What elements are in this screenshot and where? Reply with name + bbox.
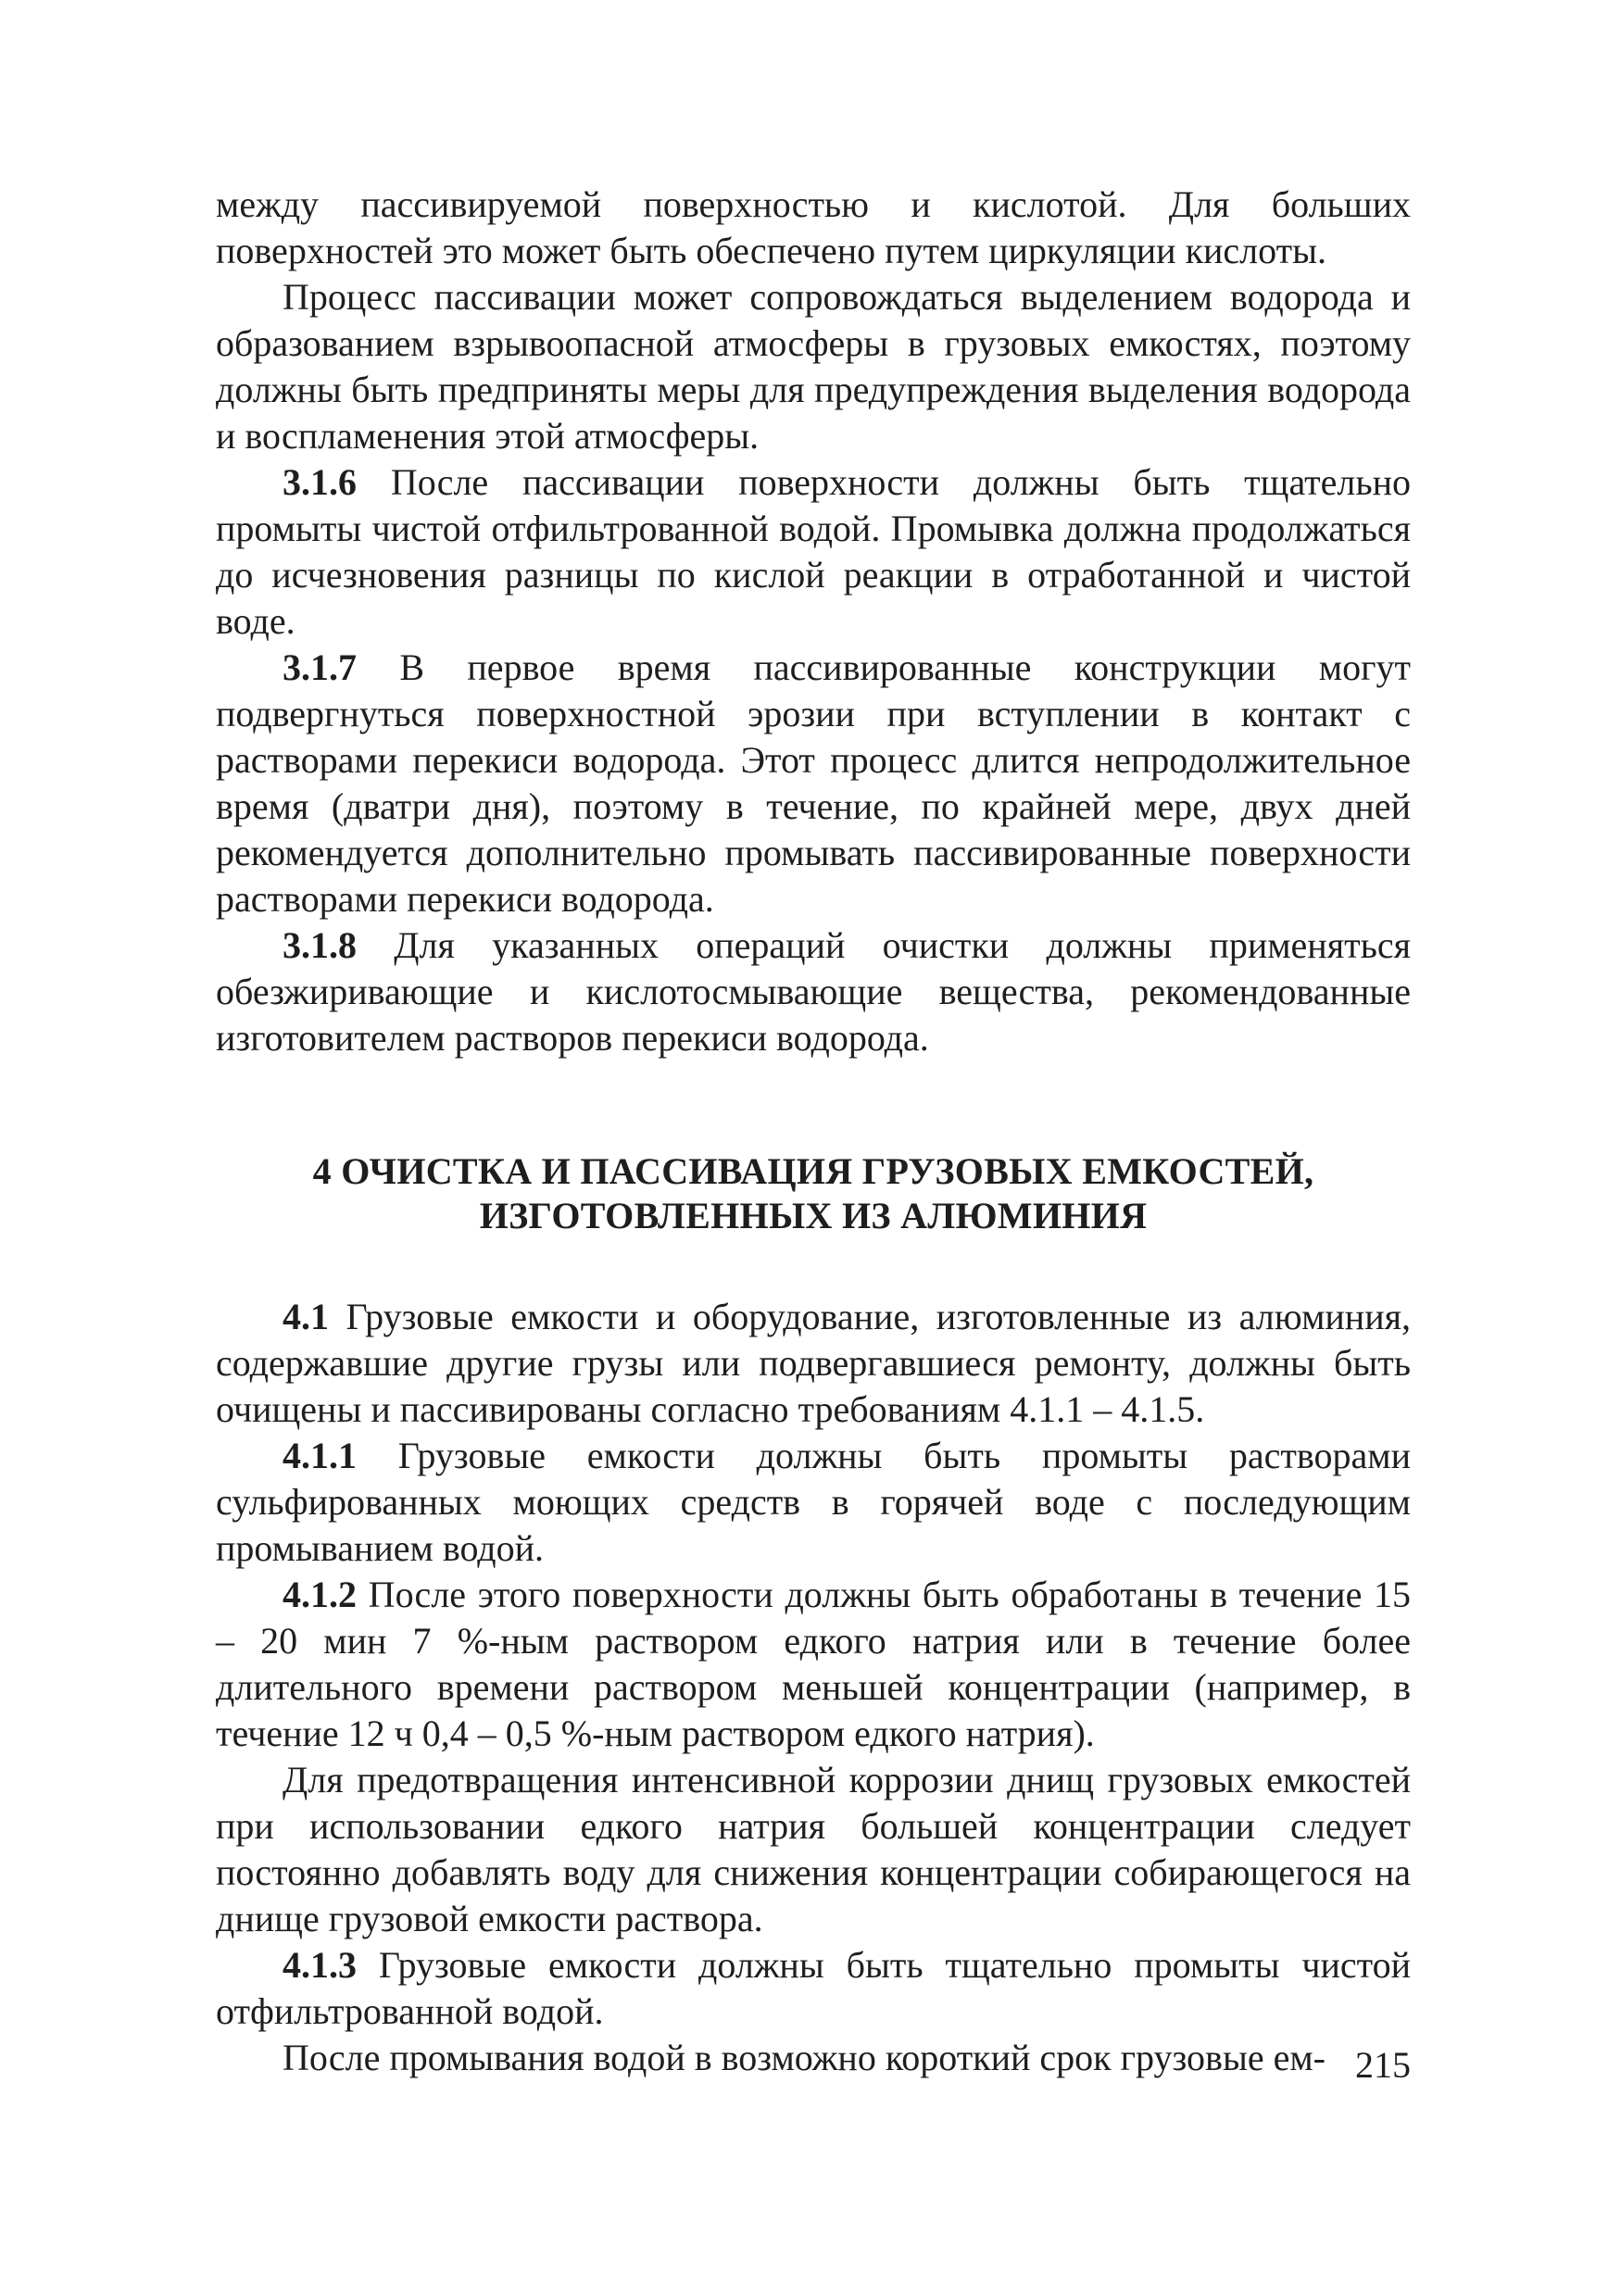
paragraph-text: Процесс пассивации может сопровождаться выделением водорода и образованием взрывоопасной атмосферы в грузовых емкостях, поэтому должны быть предприняты меры для предупреждения выделения водорода и воспламенения этой атмосферы. <box>216 276 1411 457</box>
paragraph-passivation-hydrogen <box>216 274 1411 459</box>
paragraph-number: 4.1 <box>283 1296 329 1337</box>
paragraph-corrosion-prevention <box>216 1757 1411 1942</box>
paragraph-number: 4.1.2 <box>283 1574 357 1615</box>
paragraph-3-1-8 <box>216 922 1411 1061</box>
section-heading-line-1: 4 ОЧИСТКА И ПАССИВАЦИЯ ГРУЗОВЫХ ЕМКОСТЕЙ, <box>312 1150 1314 1192</box>
paragraph-4-1-1 <box>216 1433 1411 1572</box>
section-heading <box>216 1149 1411 1238</box>
paragraph-continuation <box>216 182 1411 274</box>
paragraph-number: 3.1.6 <box>283 461 357 503</box>
section-heading-line-2: ИЗГОТОВЛЕННЫХ ИЗ АЛЮМИНИЯ <box>479 1195 1148 1236</box>
paragraph-number: 4.1.3 <box>283 1944 357 1986</box>
paragraph-4-1 <box>216 1294 1411 1433</box>
paragraph-text: После промывания водой в возможно короткий срок грузовые ем- <box>283 2037 1326 2078</box>
paragraph-text: Грузовые емкости должны быть тщательно промыты чистой отфильтрованной водой. <box>216 1944 1411 2032</box>
paragraph-text: После пассивации поверхности должны быть тщательно промыты чистой отфильтрованной водой. Промывка должна продолжаться до исчезновения разницы по кислой реакции в отработанной и чистой воде. <box>216 461 1411 642</box>
paragraph-3-1-6 <box>216 459 1411 645</box>
paragraph-text: Для предотвращения интенсивной коррозии днищ грузовых емкостей при использовании едкого натрия большей концентрации следует постоянно добавлять воду для снижения концентрации собирающегося на днище грузовой емкости раствора. <box>216 1759 1411 1939</box>
paragraph-number: 4.1.1 <box>283 1435 357 1476</box>
paragraph-text: Грузовые емкости должны быть промыты растворами сульфированных моющих средств в горячей воде с последующим промыванием водой. <box>216 1435 1411 1569</box>
paragraph-number: 3.1.7 <box>283 646 357 688</box>
page-number: 215 <box>1355 2044 1411 2086</box>
text-column <box>216 182 1411 2081</box>
paragraph-text: между пассивируемой поверхностью и кислотой. Для больших поверхностей это может быть обеспечено путем циркуляции кислоты. <box>216 183 1411 271</box>
paragraph-4-1-2 <box>216 1572 1411 1757</box>
paragraph-text: Для указанных операций очистки должны применяться обезжиривающие и кислотосмывающие вещества, рекомендованные изготовителем растворов перекиси водорода. <box>216 924 1411 1059</box>
paragraph-4-1-3 <box>216 1942 1411 2035</box>
paragraph-after-rinsing <box>216 2035 1411 2081</box>
paragraph-text: В первое время пассивированные конструкции могут подвергнуться поверхностной эрозии при вступлении в контакт с растворами перекиси водорода. Этот процесс длится непродолжительное время (дватри дня), поэтому в течение, по крайней мере, двух дней рекомендуется дополнительно промывать пассивированные поверхности растворами перекиси водорода. <box>216 646 1411 920</box>
paragraph-3-1-7 <box>216 645 1411 922</box>
paragraph-number: 3.1.8 <box>283 924 357 966</box>
paragraph-text: Грузовые емкости и оборудование, изготовленные из алюминия, содержавшие другие грузы или подвергавшиеся ремонту, должны быть очищены и пассивированы согласно требованиям 4.1.1 – 4.1.5. <box>216 1296 1411 1430</box>
paragraph-text: После этого поверхности должны быть обработаны в течение 15 – 20 мин 7 %-ным раствором едкого натрия или в течение более длительного времени раствором меньшей концентрации (например, в течение 12 ч 0,4 – 0,5 %-ным раствором едкого натрия). <box>216 1574 1411 1754</box>
